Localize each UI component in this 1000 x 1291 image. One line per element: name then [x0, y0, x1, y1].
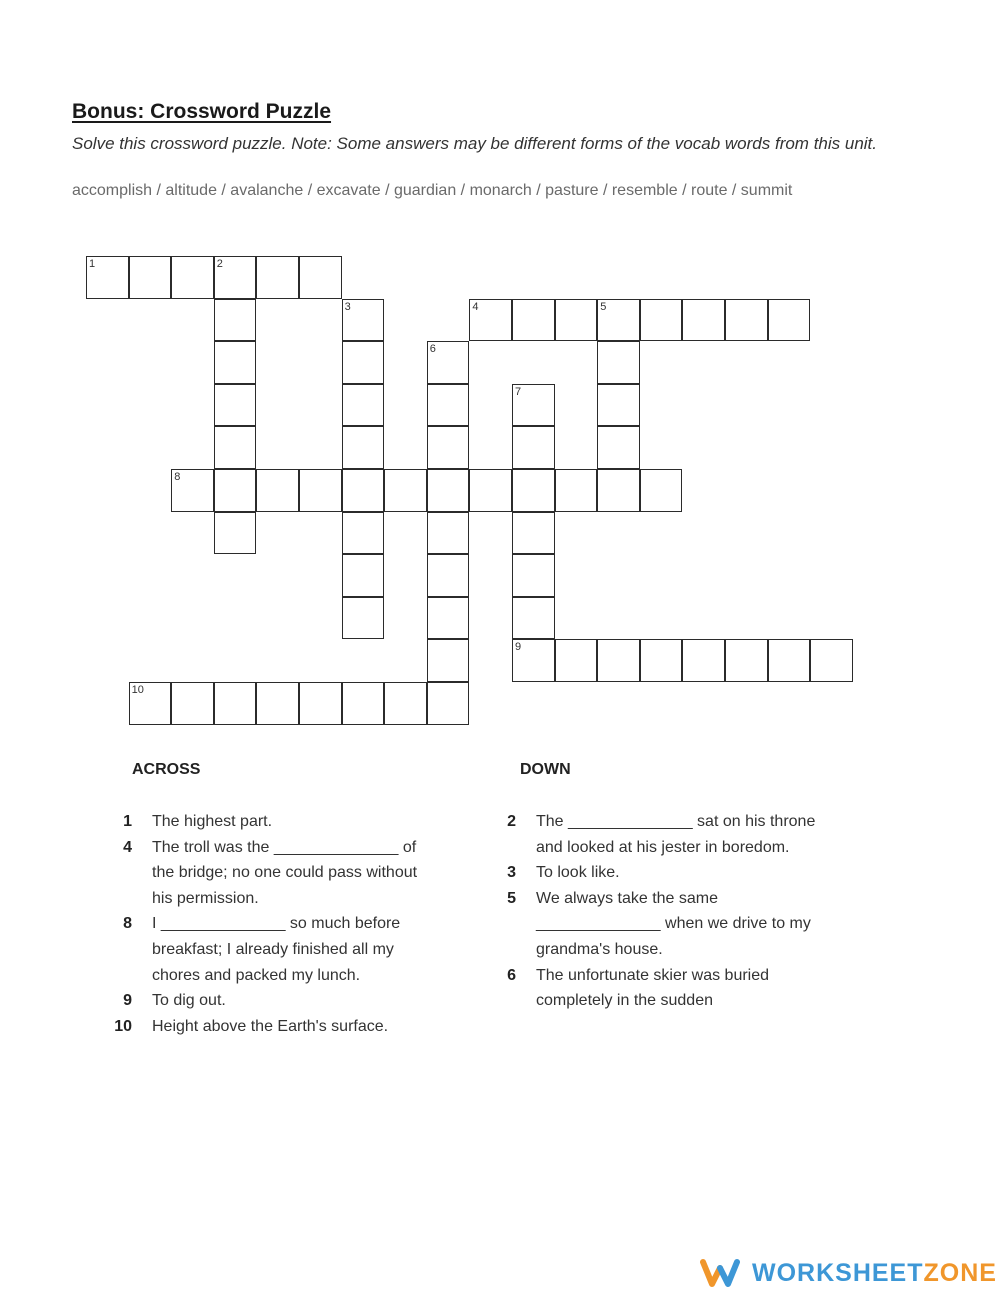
grid-cell[interactable] [512, 554, 555, 597]
grid-cell[interactable] [342, 341, 385, 384]
grid-cell[interactable] [640, 639, 683, 682]
grid-cell[interactable] [214, 384, 257, 427]
grid-cell[interactable] [555, 639, 598, 682]
across-clues [110, 809, 440, 1039]
clue-number: 8 [123, 915, 132, 933]
clue-text: We always take the same ______________ when we drive to my grandma's house. [536, 889, 811, 958]
grid-cell[interactable] [342, 682, 385, 725]
grid-cell[interactable] [640, 299, 683, 342]
grid-cell[interactable] [129, 256, 172, 299]
grid-cell[interactable] [86, 256, 129, 299]
clue-text: The unfortunate skier was buried completely in the sudden [536, 966, 770, 1010]
grid-cell[interactable] [469, 469, 512, 512]
clue-number: 6 [429, 343, 436, 356]
grid-cell[interactable] [342, 299, 385, 342]
grid-cell[interactable] [171, 256, 214, 299]
worksheetzone-logo[interactable] [700, 1257, 997, 1289]
grid-cell[interactable] [214, 341, 257, 384]
across-clue [110, 809, 440, 835]
grid-cell[interactable] [214, 469, 257, 512]
down-clue [494, 809, 824, 860]
across-clue [110, 1014, 440, 1040]
grid-cell[interactable] [512, 469, 555, 512]
across-heading: ACROSS [132, 761, 201, 778]
grid-cell[interactable] [682, 639, 725, 682]
grid-cell[interactable] [129, 682, 172, 725]
clue-number: 9 [515, 641, 522, 654]
grid-cell[interactable] [768, 639, 811, 682]
clue-number: 3 [344, 300, 351, 313]
grid-cell[interactable] [427, 512, 470, 555]
grid-cell[interactable] [299, 469, 342, 512]
grid-cell[interactable] [299, 256, 342, 299]
clue-text: To dig out. [152, 992, 226, 1010]
grid-cell[interactable] [555, 469, 598, 512]
clue-number: 8 [174, 471, 181, 483]
grid-cell[interactable] [512, 512, 555, 555]
grid-cell[interactable] [469, 299, 512, 342]
grid-cell[interactable] [597, 384, 640, 427]
grid-cell[interactable] [214, 682, 257, 725]
grid-cell[interactable] [427, 597, 470, 640]
grid-cell[interactable] [512, 299, 555, 342]
grid-cell[interactable] [342, 554, 385, 597]
across-clue [110, 835, 440, 912]
grid-cell[interactable] [725, 299, 768, 342]
clue-text: To look like. [536, 864, 620, 882]
worksheetzone-w-icon [700, 1257, 740, 1289]
grid-cell[interactable] [725, 639, 768, 682]
grid-cell[interactable] [810, 639, 853, 682]
grid-cell[interactable] [299, 682, 342, 725]
grid-cell[interactable] [427, 384, 470, 427]
clue-number: 9 [123, 992, 132, 1010]
grid-cell[interactable] [427, 426, 470, 469]
instructions: Solve this crossword puzzle. Note: Some answers may be different forms of the vocab words from this unit. [72, 134, 878, 153]
grid-cell[interactable] [427, 554, 470, 597]
grid-cell[interactable] [342, 426, 385, 469]
clue-number: 1 [123, 813, 132, 830]
grid-cell[interactable] [384, 469, 427, 512]
grid-cell[interactable] [427, 341, 470, 384]
clue-number: 4 [123, 838, 132, 856]
grid-cell[interactable] [597, 426, 640, 469]
grid-cell[interactable] [427, 469, 470, 512]
down-heading: DOWN [520, 761, 571, 778]
page-title: Bonus: Crossword Puzzle [72, 100, 332, 123]
across-clue [110, 911, 440, 988]
grid-cell[interactable] [512, 597, 555, 640]
across-clue [110, 988, 440, 1014]
grid-cell[interactable] [342, 384, 385, 427]
clue-number: 10 [114, 1017, 132, 1035]
word-bank: accomplish / altitude / avalanche / excavate / guardian / monarch / pasture / resemble / route / summit [72, 182, 793, 199]
grid-cell[interactable] [256, 682, 299, 725]
grid-cell[interactable] [597, 341, 640, 384]
down-clues [494, 809, 824, 1014]
grid-cell[interactable] [597, 639, 640, 682]
grid-cell[interactable] [342, 597, 385, 640]
clue-text: The highest part. [152, 813, 273, 830]
clue-number: 5 [600, 300, 607, 313]
grid-cell[interactable] [214, 426, 257, 469]
grid-cell[interactable] [384, 682, 427, 725]
grid-cell[interactable] [682, 299, 725, 342]
clue-number: 4 [472, 300, 479, 313]
clue-number: 2 [507, 813, 516, 830]
grid-cell[interactable] [427, 682, 470, 725]
grid-cell[interactable] [214, 512, 257, 555]
grid-cell[interactable] [171, 682, 214, 725]
grid-cell[interactable] [512, 639, 555, 682]
grid-cell[interactable] [256, 256, 299, 299]
grid-cell[interactable] [171, 469, 214, 512]
down-clue [494, 860, 824, 886]
grid-cell[interactable] [512, 426, 555, 469]
clue-number: 5 [507, 889, 516, 907]
clue-text: The troll was the ______________ of the bridge; no one could pass without his permission. [152, 838, 418, 907]
down-clue [494, 886, 824, 963]
grid-cell[interactable] [214, 256, 257, 299]
grid-cell[interactable] [597, 469, 640, 512]
grid-cell[interactable] [597, 299, 640, 342]
grid-cell[interactable] [640, 469, 683, 512]
grid-cell[interactable] [427, 639, 470, 682]
clue-number: 10 [131, 684, 144, 696]
grid-cell[interactable] [214, 299, 257, 342]
grid-cell[interactable] [512, 384, 555, 427]
clue-text: I ______________ so much before breakfast; I already finished all my chores and packed my lunch. [152, 915, 401, 984]
clue-number: 6 [507, 966, 516, 984]
down-clue [494, 963, 824, 1014]
grid-cell[interactable] [256, 469, 299, 512]
grid-cell[interactable] [768, 299, 811, 342]
clue-text: Height above the Earth's surface. [152, 1017, 389, 1035]
clue-number: 1 [89, 258, 96, 270]
clue-number: 7 [515, 385, 522, 398]
clue-text: The ______________ sat on his throne and looked at his jester in boredom. [536, 813, 816, 856]
clue-number: 2 [216, 258, 223, 270]
clue-number: 3 [507, 864, 516, 882]
grid-cell[interactable] [555, 299, 598, 342]
grid-cell[interactable] [342, 512, 385, 555]
brand-name: WORKSHEETZONE [752, 1258, 997, 1287]
grid-cell[interactable] [342, 469, 385, 512]
